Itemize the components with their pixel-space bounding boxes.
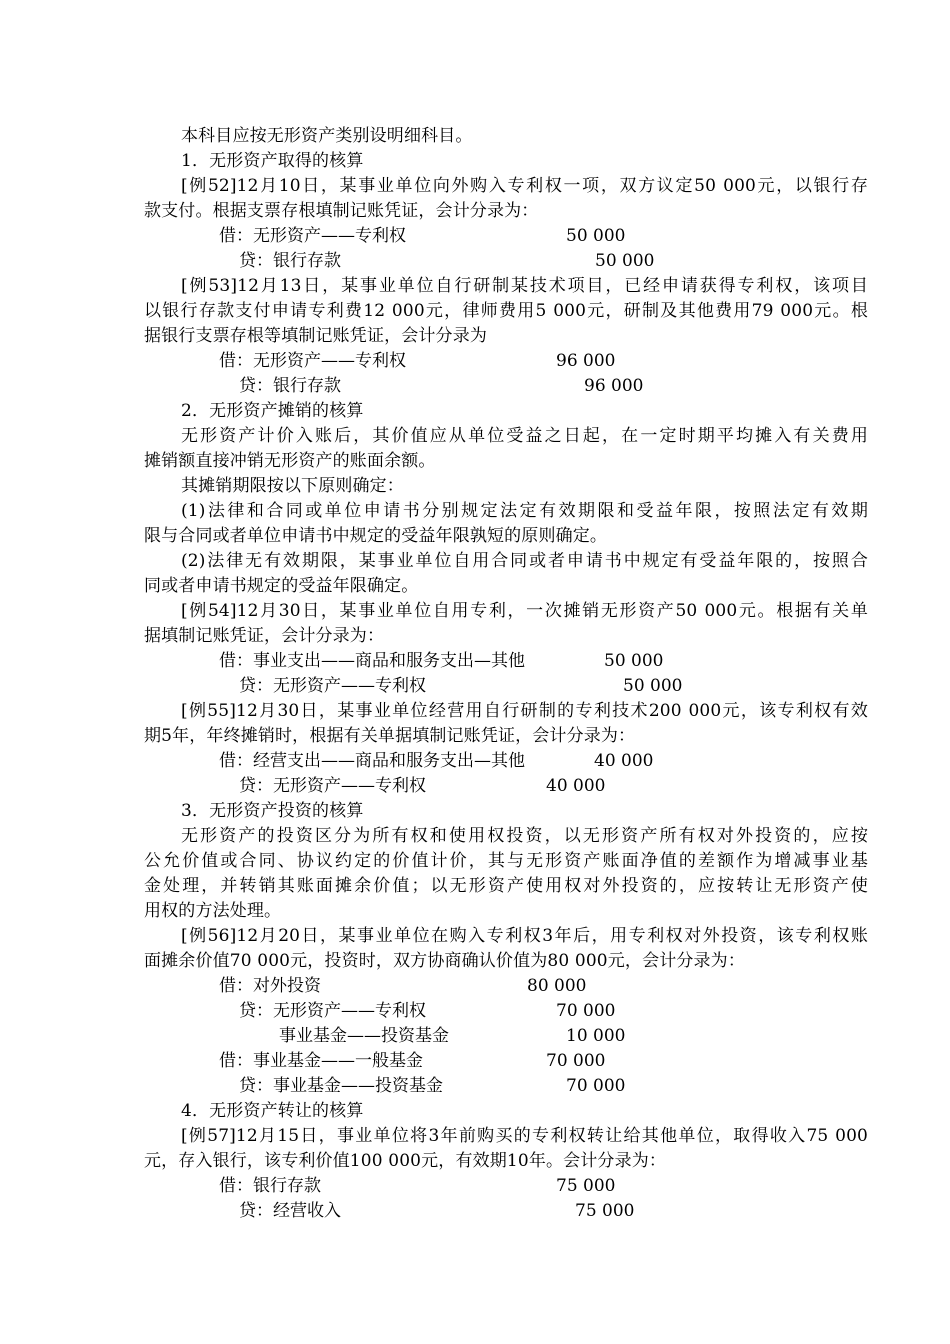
journal-55-credit: 贷：无形资产——专利权 — [239, 776, 426, 796]
rule-2-line-1: (2)法律无有效期限，某事业单位自用合同或者申请书中规定有受益年限的，按照合 — [181, 551, 868, 571]
journal-57-debit: 借：银行存款 — [219, 1176, 321, 1196]
journal-54-debit-amount: 50 000 — [604, 651, 664, 671]
example-56-line-1: [例56]12月20日，某事业单位在购入专利权3年后，用专利权对外投资，该专利权账 — [181, 926, 868, 946]
journal-54-debit: 借：事业支出——商品和服务支出—其他 — [219, 651, 525, 671]
journal-54-credit-amount: 50 000 — [623, 676, 683, 696]
example-52-line-1: [例52]12月10日，某事业单位向外购入专利权一项，双方议定50 000元，以银行存 — [181, 176, 868, 196]
journal-53-credit: 贷：银行存款 — [239, 376, 341, 396]
journal-52-credit: 贷：银行存款 — [239, 251, 341, 271]
journal-52-debit-amount: 50 000 — [566, 226, 626, 246]
example-53-line-1: [例53]12月13日，某事业单位自行研制某技术项目，已经申请获得专利权，该项目 — [181, 276, 868, 296]
rule-2-line-2: 同或者申请书规定的受益年限确定。 — [144, 576, 419, 596]
investment-line-3: 金处理，并转销其账面摊余价值；以无形资产使用权对外投资的，应按转让无形资产使 — [144, 876, 868, 896]
example-57-line-1: [例57]12月15日，事业单位将3年前购买的专利权转让给其他单位，取得收入75 000 — [181, 1126, 868, 1146]
journal-56-credit-3: 贷：事业基金——投资基金 — [239, 1076, 443, 1096]
example-53-line-3: 据银行支票存根等填制记账凭证，会计分录为 — [144, 326, 487, 346]
example-53-line-2: 以银行存款支付申请专利费12 000元，律师费用5 000元，研制及其他费用79 000元。根 — [144, 301, 868, 321]
section-heading-amortization: 2．无形资产摊销的核算 — [181, 401, 364, 421]
journal-56-credit-1: 贷：无形资产——专利权 — [239, 1001, 426, 1021]
journal-56-debit-2-amount: 70 000 — [546, 1051, 606, 1071]
journal-56-credit-2-amount: 10 000 — [566, 1026, 626, 1046]
section-heading-investment: 3．无形资产投资的核算 — [181, 801, 364, 821]
journal-57-debit-amount: 75 000 — [556, 1176, 616, 1196]
journal-54-credit: 贷：无形资产——专利权 — [239, 676, 426, 696]
journal-52-credit-amount: 50 000 — [595, 251, 655, 271]
journal-57-credit-amount: 75 000 — [575, 1201, 635, 1221]
journal-56-credit-2: 事业基金——投资基金 — [279, 1026, 449, 1046]
section-heading-acquisition: 1．无形资产取得的核算 — [181, 151, 364, 171]
amortization-line-1: 无形资产计价入账后，其价值应从单位受益之日起，在一定时期平均摊入有关费用 — [181, 426, 868, 446]
journal-56-credit-1-amount: 70 000 — [556, 1001, 616, 1021]
journal-57-credit: 贷：经营收入 — [239, 1201, 341, 1221]
example-57-line-2: 元，存入银行，该专利价值100 000元，有效期10年。会计分录为： — [144, 1151, 667, 1171]
example-52-line-2: 款支付。根据支票存根填制记账凭证，会计分录为： — [144, 201, 539, 221]
journal-53-credit-amount: 96 000 — [584, 376, 644, 396]
investment-line-4: 用权的方法处理。 — [144, 901, 282, 921]
section-heading-transfer: 4．无形资产转让的核算 — [181, 1101, 364, 1121]
journal-52-debit: 借：无形资产——专利权 — [219, 226, 406, 246]
journal-56-debit-2: 借：事业基金——一般基金 — [219, 1051, 423, 1071]
investment-line-2: 公允价值或合同、协议约定的价值计价，其与无形资产账面净值的差额作为增减事业基 — [144, 851, 868, 871]
example-54-line-2: 据填制记账凭证，会计分录为： — [144, 626, 385, 646]
journal-55-debit-amount: 40 000 — [594, 751, 654, 771]
journal-55-credit-amount: 40 000 — [546, 776, 606, 796]
journal-53-debit: 借：无形资产——专利权 — [219, 351, 406, 371]
journal-56-debit-1-amount: 80 000 — [527, 976, 587, 996]
paragraph-subsidiary-accounts: 本科目应按无形资产类别设明细科目。 — [181, 126, 473, 146]
amortization-line-2: 摊销额直接冲销无形资产的账面余额。 — [144, 451, 436, 471]
journal-56-credit-3-amount: 70 000 — [566, 1076, 626, 1096]
rule-1-line-1: (1)法律和合同或单位申请书分别规定法定有效期限和受益年限，按照法定有效期 — [181, 501, 868, 521]
journal-55-debit: 借：经营支出——商品和服务支出—其他 — [219, 751, 525, 771]
rule-1-line-2: 限与合同或者单位申请书中规定的受益年限孰短的原则确定。 — [144, 526, 608, 546]
journal-53-debit-amount: 96 000 — [556, 351, 616, 371]
example-55-line-2: 期5年，年终摊销时，根据有关单据填制记账凭证，会计分录为： — [144, 726, 636, 746]
example-55-line-1: [例55]12月30日，某事业单位经营用自行研制的专利技术200 000元，该专利权有效 — [181, 701, 868, 721]
investment-line-1: 无形资产的投资区分为所有权和使用权投资，以无形资产所有权对外投资的，应按 — [181, 826, 868, 846]
amortization-line-3: 其摊销期限按以下原则确定： — [181, 476, 404, 496]
journal-56-debit-1: 借：对外投资 — [219, 976, 321, 996]
example-54-line-1: [例54]12月30日，某事业单位自用专利，一次摊销无形资产50 000元。根据有关单 — [181, 601, 868, 621]
example-56-line-2: 面摊余价值70 000元，投资时，双方协商确认价值为80 000元，会计分录为： — [144, 951, 745, 971]
